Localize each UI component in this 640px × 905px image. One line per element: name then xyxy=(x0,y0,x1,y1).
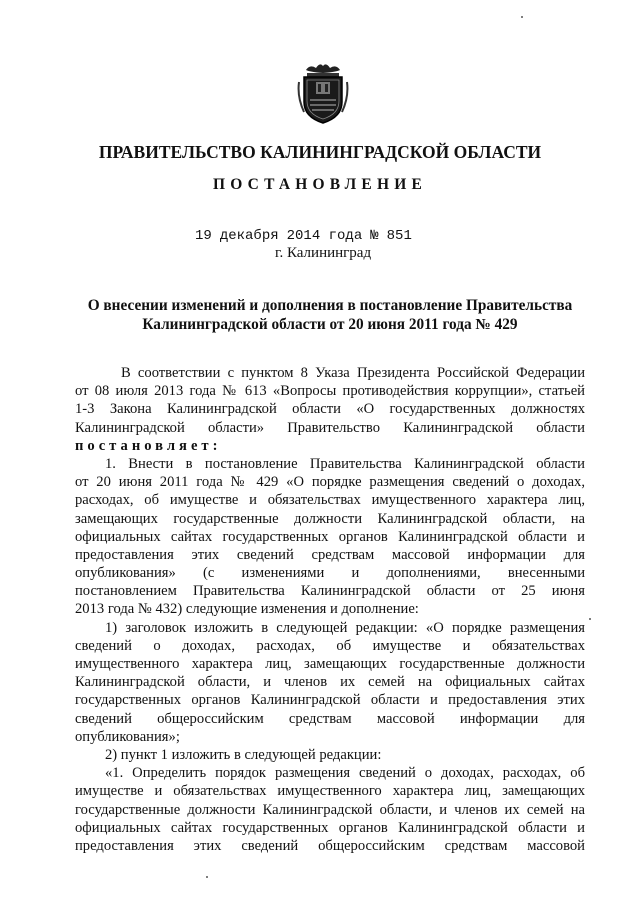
body-line: Калининградской области» Правительство Калининградской области xyxy=(75,419,585,436)
body-line: 2) пункт 1 изложить в следующей редакции: xyxy=(105,746,382,763)
subject-line: О внесении изменений и дополнения в постановление Правительства xyxy=(87,297,573,314)
body-line: 1-3 Закона Калининградской области «О государственных должностях xyxy=(75,401,585,418)
body-line: имущественного характера лиц, замещающих государственные должности xyxy=(75,656,585,672)
body-line: расходах, об имуществе и обязательствах имущественного характера лиц, xyxy=(75,492,585,509)
body-line: от 08 июля 2013 года № 613 «Вопросы противодействия коррупции», статьей xyxy=(75,383,585,400)
body-line: Калининградской области, и членов их семей на официальных сайтах xyxy=(75,674,585,691)
city: г. Калининград xyxy=(275,245,372,261)
body-line: государственных органов Калининградской области и предоставления этих xyxy=(75,692,585,709)
body-line: официальных сайтах государственных органов Калининградской области и xyxy=(75,528,585,545)
body-line: предоставления этих сведений общероссийским средствам массовой xyxy=(75,837,585,854)
date-year: 2014 года xyxy=(286,228,363,244)
scan-speck xyxy=(206,876,208,878)
decree-number: 851 xyxy=(386,228,412,244)
date-month: декабря xyxy=(219,228,279,244)
date-day: 19 xyxy=(195,228,212,244)
decree-body xyxy=(75,364,585,855)
document-type: ПОСТАНОВЛЕНИЕ xyxy=(212,176,428,193)
body-line-resolves: постановляет: xyxy=(75,437,222,454)
body-line: опубликования» (с изменениями и дополнениями, внесенными xyxy=(75,565,585,582)
scan-speck xyxy=(521,16,523,18)
body-line: замещающих государственные должности Калининградской области, на xyxy=(75,510,585,527)
body-line: сведений общероссийским средствам массовой информации для xyxy=(75,710,585,727)
body-line: сведений о доходах, расходах, об имуществе и обязательствах xyxy=(75,637,585,654)
decree-subject xyxy=(60,296,600,334)
body-line: В соответствии с пунктом 8 Указа Президента Российской Федерации xyxy=(121,365,585,381)
body-line: 1) заголовок изложить в следующей редакции: «О порядке размещения xyxy=(105,619,585,636)
scan-speck xyxy=(589,618,591,620)
government-title: ПРАВИТЕЛЬСТВО КАЛИНИНГРАДСКОЙ ОБЛАСТИ xyxy=(98,142,542,162)
decree-date-line xyxy=(195,228,420,244)
body-line: 2013 года № 432) следующие изменения и дополнение: xyxy=(75,601,419,618)
body-line: государственные должности Калининградской области, и членов их семей на xyxy=(75,801,585,818)
body-line: опубликования»; xyxy=(75,728,180,745)
body-line: «1. Определить порядок размещения сведений о доходах, расходах, об xyxy=(105,765,585,782)
body-line: 1. Внести в постановление Правительства Калининградской области xyxy=(105,455,585,472)
body-line: от 20 июня 2011 года № 429 «О порядке размещения сведений о доходах, xyxy=(75,474,585,491)
coat-of-arms-icon xyxy=(296,62,350,126)
subject-line: Калининградской области от 20 июня 2011 года № 429 xyxy=(142,316,518,333)
body-line: постановлением Правительства Калининградской области от 25 июня xyxy=(75,583,585,600)
number-sign: № xyxy=(370,228,379,244)
body-line: официальных сайтах государственных органов Калининградской области и xyxy=(75,819,585,836)
body-line: предоставления этих сведений средствам массовой информации для xyxy=(75,546,585,563)
body-line: имуществе и обязательствах имущественного характера лиц, замещающих xyxy=(75,783,585,800)
